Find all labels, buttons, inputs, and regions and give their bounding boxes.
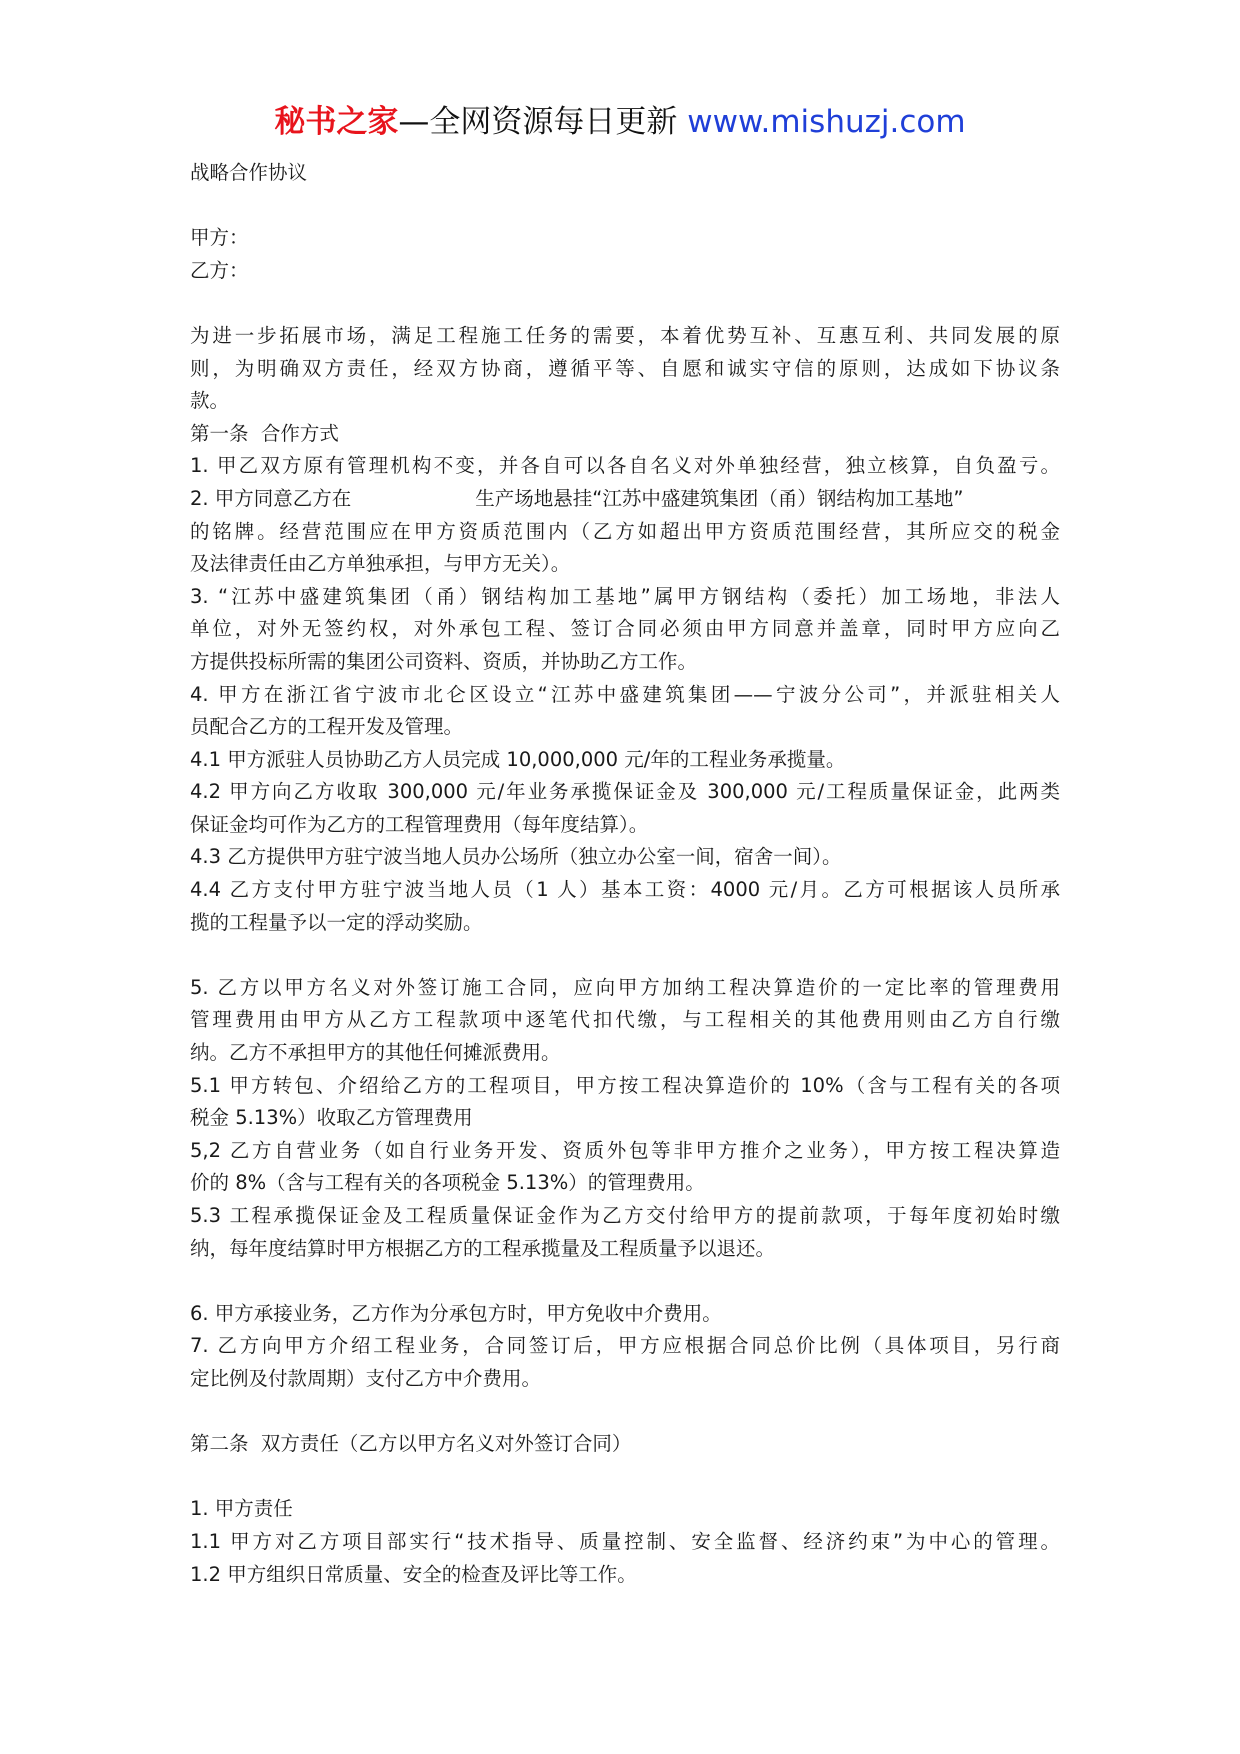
document-line: 战略合作协议 <box>190 161 308 184</box>
blank-line <box>190 190 1060 223</box>
site-tagline: —全网资源每日更新 <box>398 104 688 140</box>
document-line: 员配合乙方的工程开发及管理。 <box>190 715 464 739</box>
document-line: 4.1 甲方派驻人员协助乙方人员完成 10,000,000 元/年的工程业务承揽量。 <box>190 747 846 771</box>
document-line: 单位，对外无签约权，对外承包工程、签订合同必须由甲方同意并盖章，同时甲方应向乙 <box>190 617 1060 641</box>
document-line: 定比例及付款周期）支付乙方中介费用。 <box>190 1366 542 1390</box>
document-line: 5.1 甲方转包、介绍给乙方的工程项目，甲方按工程决算造价的 10%（含与工程有关的各项 <box>190 1073 1060 1097</box>
document-line: 及法律责任由乙方单独承担，与甲方无关）。 <box>190 552 571 576</box>
document-line: 保证金均可作为乙方的工程管理费用（每年度结算）。 <box>190 812 649 836</box>
document-line: 1. 甲方责任 <box>190 1497 293 1521</box>
document-line: 4.4 乙方支付甲方驻宁波当地人员（1 人）基本工资：4000 元/月。乙方可根据该人员所承 <box>190 878 1060 902</box>
document-line: 管理费用由甲方从乙方工程款项中逐笔代扣代缴，与工程相关的其他费用则由乙方自行缴 <box>190 1008 1060 1032</box>
document-line: 价的 8%（含与工程有关的各项税金 5.13%）的管理费用。 <box>190 1171 705 1195</box>
document-line: 4.2 甲方向乙方收取 300,000 元/年业务承揽保证金及 300,000 元/工程质量保证金，此两类 <box>190 780 1060 804</box>
blank-line <box>190 1461 1060 1494</box>
document-line: 6. 甲方承接业务，乙方作为分承包方时，甲方免收中介费用。 <box>190 1301 722 1325</box>
document-line: 第一条 合作方式 <box>190 421 339 445</box>
site-brand-name: 秘书之家 <box>274 104 399 140</box>
document-line: 甲方： <box>190 226 249 250</box>
blank-line <box>190 939 1060 972</box>
blank-line <box>190 1265 1060 1298</box>
document-line: 3. “江苏中盛建筑集团（甬）钢结构加工基地”属甲方钢结构（委托）加工场地，非法人 <box>190 584 1060 608</box>
site-banner <box>0 100 1240 144</box>
document-line: 1. 甲乙双方原有管理机构不变，并各自可以各自名义对外单独经营，独立核算，自负盈亏。 <box>190 454 1060 478</box>
document-line: 1.2 甲方组织日常质量、安全的检查及评比等工作。 <box>190 1562 637 1586</box>
blank-line <box>190 287 1060 320</box>
document-line: 为进一步拓展市场，满足工程施工任务的需要，本着优势互补、互惠互利、共同发展的原 <box>190 323 1060 347</box>
document-line: 4.3 乙方提供甲方驻宁波当地人员办公场所（独立办公室一间，宿舍一间）。 <box>190 845 842 869</box>
document-line: 第二条 双方责任（乙方以甲方名义对外签订合同） <box>190 1432 632 1456</box>
document-line: 纳，每年度结算时甲方根据乙方的工程承揽量及工程质量予以退还。 <box>190 1236 776 1260</box>
document-body <box>190 157 1060 1591</box>
document-line: 5. 乙方以甲方名义对外签订施工合同，应向甲方加纳工程决算造价的一定比率的管理费用 <box>190 975 1060 999</box>
document-line: 1.1 甲方对乙方项目部实行“技术指导、质量控制、安全监督、经济约束”为中心的管理。 <box>190 1529 1060 1553</box>
document-line: 5,2 乙方自营业务（如自行业务开发、资质外包等非甲方推介之业务），甲方按工程决算造 <box>190 1138 1060 1162</box>
blank-line <box>190 1396 1060 1429</box>
document-line: 税金 5.13%）收取乙方管理费用 <box>190 1106 473 1130</box>
document-line: 4. 甲方在浙江省宁波市北仑区设立“江苏中盛建筑集团——宁波分公司”，并派驻相关人 <box>190 682 1060 706</box>
document-line: 方提供投标所需的集团公司资料、资质，并协助乙方工作。 <box>190 649 698 673</box>
document-line: 5.3 工程承揽保证金及工程质量保证金作为乙方交付给甲方的提前款项，于每年度初始时缴 <box>190 1204 1060 1227</box>
document-line: 则，为明确双方责任，经双方协商，遵循平等、自愿和诚实守信的原则，达成如下协议条 <box>190 356 1060 380</box>
document-line: 揽的工程量予以一定的浮动奖励。 <box>190 910 483 934</box>
document-line: 7. 乙方向甲方介绍工程业务，合同签订后，甲方应根据合同总价比例（具体项目，另行商 <box>190 1334 1060 1358</box>
document-line: 纳。乙方不承担甲方的其他任何摊派费用。 <box>190 1041 561 1065</box>
site-url-link[interactable]: www.mishuzj.com <box>687 104 966 140</box>
document-line: 款。 <box>190 389 230 413</box>
document-line: 乙方： <box>190 258 249 282</box>
document-line: 的铭牌。经营范围应在甲方资质范围内（乙方如超出甲方资质范围经营，其所应交的税金 <box>190 519 1060 543</box>
document-line: 2. 甲方同意乙方在 生产场地悬挂“江苏中盛建筑集团（甬）钢结构加工基地” <box>190 486 964 510</box>
